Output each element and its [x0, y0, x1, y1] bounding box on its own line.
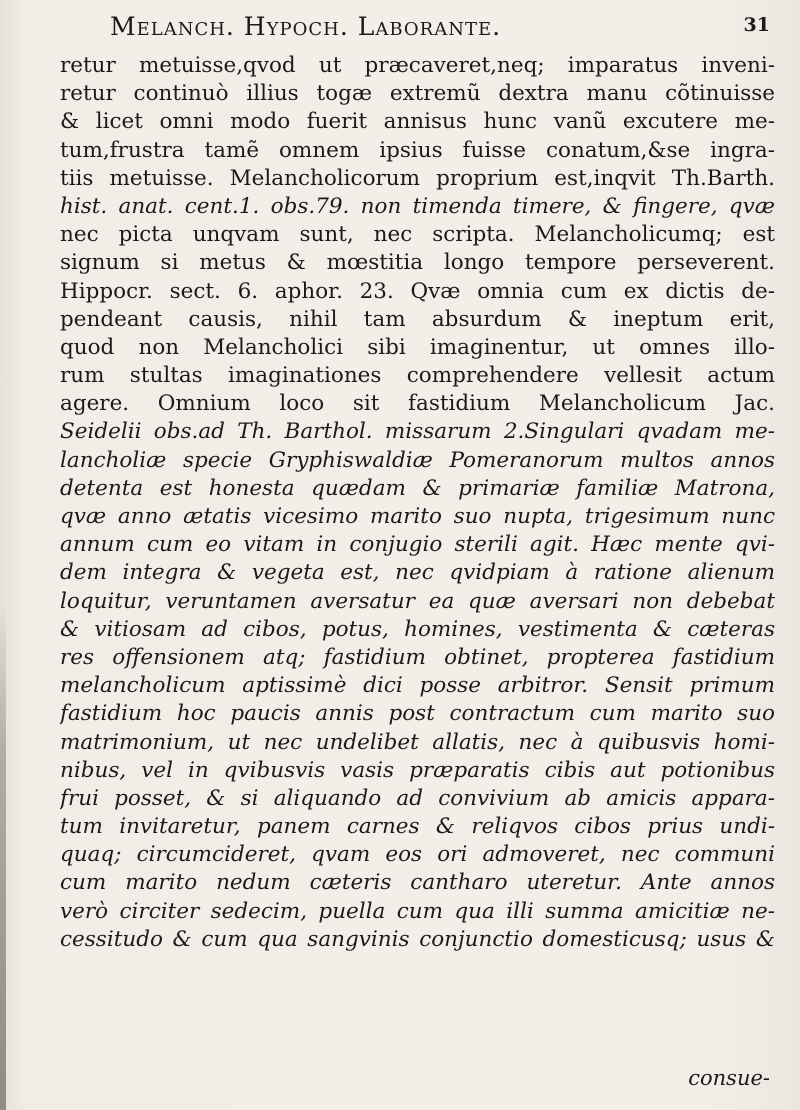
text-line: & licet omni modo fuerit annisus hunc vanũ excutere me-	[60, 109, 775, 135]
text-line: tiis metuisse. Melancholicorum proprium est,inqvit Th.Barth.	[60, 165, 775, 191]
text-line: frui posset, & si aliquando ad convivium ab amicis appara-	[60, 785, 775, 811]
text-line: hist. anat. cent.1. obs.79. non timenda timere, & fingere, qvæ	[60, 193, 775, 219]
page-number: 31	[743, 14, 770, 36]
text-line: retur continuò illius togæ extremũ dextra manu cõtinuisse	[60, 81, 775, 107]
text-line: quod non Melancholici sibi imaginentur, ut omnes illo-	[60, 334, 775, 360]
text-line: matrimonium, ut nec undelibet allatis, nec à quibusvis homi-	[60, 729, 775, 755]
text-line: pendeant causis, nihil tam absurdum & ineptum erit,	[60, 306, 775, 332]
text-line: tum,frustra tamẽ omnem ipsius fuisse conatum,&se ingra-	[60, 137, 775, 163]
catchword: consue-	[688, 1066, 770, 1090]
text-line: annum cum eo vitam in conjugio sterili agit. Hæc mente qvi-	[60, 532, 775, 558]
text-line: nec picta unqvam sunt, nec scripta. Melancholicumq; est	[60, 222, 775, 248]
text-line: Hippocr. sect. 6. aphor. 23. Qvæ omnia cum ex dictis de-	[60, 278, 775, 304]
text-line: signum si metus & mœstitia longo tempore perseverent.	[60, 250, 775, 276]
page-header	[110, 12, 770, 50]
text-line: cum marito nedum cæteris cantharo uteretur. Ante annos	[60, 870, 775, 896]
running-head: Melanch. Hypoch. Laborante.	[110, 12, 502, 41]
text-line: & vitiosam ad cibos, potus, homines, vestimenta & cæteras	[60, 616, 775, 642]
text-line: melancholicum aptissimè dici posse arbitror. Sensit primum	[60, 673, 775, 699]
text-line: dem integra & vegeta est, nec qvidpiam à ratione alienum	[60, 560, 775, 586]
text-line: tum invitaretur, panem carnes & reliqvos cibos prius undi-	[60, 814, 775, 840]
text-line: fastidium hoc paucis annis post contractum cum marito suo	[60, 701, 775, 727]
text-line: quaq; circumcideret, qvam eos ori admoveret, nec communi	[60, 842, 775, 868]
text-line: retur metuisse,qvod ut præcaveret,neq; imparatus inveni-	[60, 53, 775, 78]
body-text	[60, 52, 775, 954]
text-line: res offensionem atq; fastidium obtinet, propterea fastidium	[60, 644, 775, 670]
text-line: detenta est honesta quædam & primariæ familiæ Matrona,	[60, 475, 775, 501]
text-line: loquitur, veruntamen aversatur ea quæ aversari non debebat	[60, 588, 775, 614]
text-line: rum stultas imaginationes comprehendere vellesit actum	[60, 363, 775, 389]
text-line: verò circiter sedecim, puella cum qua illi summa amicitiæ ne-	[60, 898, 775, 924]
page-gutter-shadow	[0, 600, 6, 1110]
text-line: Seidelii obs.ad Th. Barthol. missarum 2.Singulari qvadam me-	[60, 419, 775, 445]
text-line: agere. Omnium loco sit fastidium Melancholicum Jac.	[60, 391, 775, 417]
text-line: lancholiæ specie Gryphiswaldiæ Pomeranorum multos annos	[60, 447, 775, 473]
text-line: cessitudo & cum qua sangvinis conjunctio domesticusq; usus &	[60, 926, 775, 952]
text-line: nibus, vel in qvibusvis vasis præparatis cibis aut potionibus	[60, 757, 775, 783]
text-line: qvæ anno ætatis vicesimo marito suo nupta, trigesimum nunc	[60, 504, 775, 529]
